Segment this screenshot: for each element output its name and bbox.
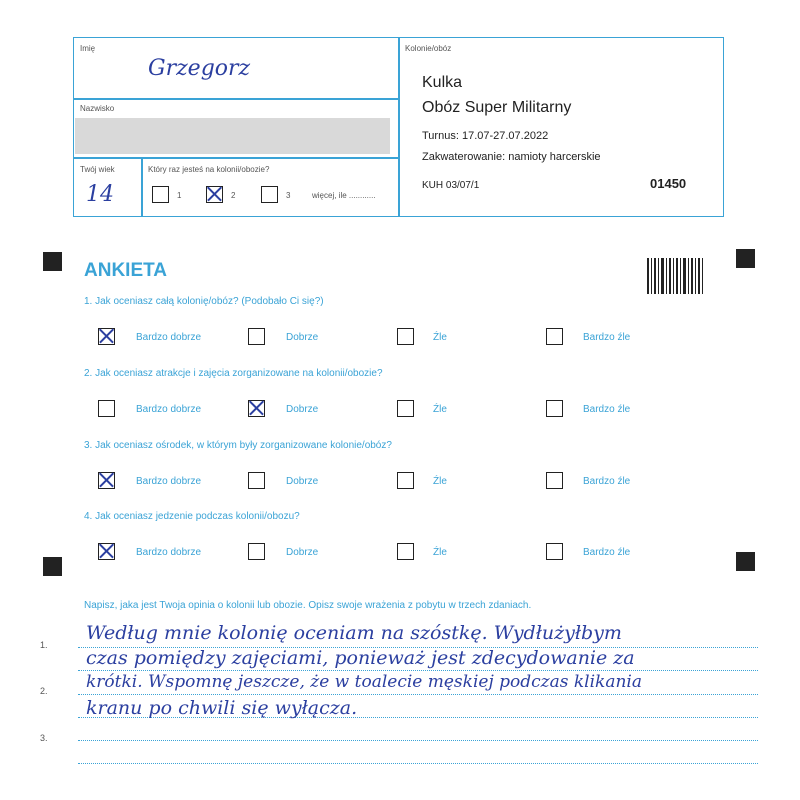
ktory-raz-label: Który raz jesteś na kolonii/obozie? <box>148 165 270 174</box>
count-checkbox-2[interactable] <box>206 186 223 203</box>
registration-mark-bottom-left <box>43 557 62 576</box>
question-text: 3. Jak oceniasz ośrodek, w którym były zorganizowane kolonie/obóz? <box>84 440 392 451</box>
answer-checkbox[interactable] <box>397 328 414 345</box>
question-text: 2. Jak oceniasz atrakcje i zajęcia zorganizowane na kolonii/obozie? <box>84 368 383 379</box>
answer-checkbox[interactable] <box>98 543 115 560</box>
answer-label: Bardzo dobrze <box>136 332 202 343</box>
answer-label: Dobrze <box>286 476 319 487</box>
answer-checkbox[interactable] <box>248 328 265 345</box>
answer-label: Źle <box>433 547 447 558</box>
opinion-prompt: Napisz, jaka jest Twoja opinia o kolonii lub obozie. Opisz swoje wrażenia z pobytu w trzech zdaniach. <box>84 600 532 611</box>
zakw-row <box>422 151 601 163</box>
question-text: 1. Jak oceniasz całą kolonię/obóz? (Podobało Ci się?) <box>84 296 324 307</box>
answer-label: Dobrze <box>286 547 319 558</box>
answer-checkbox[interactable] <box>98 400 115 417</box>
count-label-2: 2 <box>231 191 236 200</box>
answer-label: Bardzo dobrze <box>136 547 202 558</box>
question-text: 4. Jak oceniasz jedzenie podczas kolonii/obozu? <box>84 511 300 522</box>
count-checkbox-1[interactable] <box>152 186 169 203</box>
count-label-3: 3 <box>286 191 291 200</box>
answer-checkbox[interactable] <box>546 328 563 345</box>
opinion-line-2[interactable]: czas pomiędzy zajęciami, ponieważ jest zdecydowanie za <box>86 647 635 669</box>
opinion-line-1[interactable]: Według mnie kolonię oceniam na szóstkę. Wydłużyłbym <box>86 622 622 644</box>
camp-title: Obóz Super Militarny <box>422 99 572 116</box>
answer-checkbox[interactable] <box>546 472 563 489</box>
answer-label: Bardzo dobrze <box>136 476 202 487</box>
count-checkbox-3[interactable] <box>261 186 278 203</box>
answer-checkbox[interactable] <box>248 400 265 417</box>
answer-checkbox[interactable] <box>397 472 414 489</box>
answer-label: Dobrze <box>286 404 319 415</box>
dotted-line <box>78 670 758 671</box>
answer-checkbox[interactable] <box>98 472 115 489</box>
line-number-1: 1. <box>40 640 48 650</box>
line-number-2: 2. <box>40 686 48 696</box>
turnus-value: 17.07-27.07.2022 <box>461 130 549 142</box>
answer-label: Dobrze <box>286 332 319 343</box>
answer-checkbox[interactable] <box>397 543 414 560</box>
registration-mark-top-right <box>736 249 755 268</box>
imie-value[interactable]: Grzegorz <box>148 56 251 81</box>
wiek-value[interactable]: 14 <box>86 182 114 207</box>
camp-code: KUH 03/07/1 <box>422 180 480 191</box>
survey-title: ANKIETA <box>84 260 168 281</box>
answer-checkbox[interactable] <box>397 400 414 417</box>
wiek-label: Twój wiek <box>80 165 115 174</box>
dotted-line <box>78 740 758 741</box>
turnus-label: Turnus: <box>422 130 459 142</box>
dotted-line <box>78 694 758 695</box>
answer-label: Źle <box>433 332 447 343</box>
answer-checkbox[interactable] <box>546 543 563 560</box>
answer-label: Źle <box>433 476 447 487</box>
barcode-icon <box>647 258 703 294</box>
answer-label: Bardzo źle <box>583 332 631 343</box>
wiecej-label: więcej, ile ............ <box>312 191 376 200</box>
nazwisko-redacted <box>75 118 390 154</box>
camp-name: Kulka <box>422 74 463 91</box>
opinion-line-3[interactable]: krótki. Wspomnę jeszcze, że w toalecie męskiej podczas klikania <box>86 672 642 692</box>
answer-checkbox[interactable] <box>98 328 115 345</box>
answer-label: Bardzo dobrze <box>136 404 202 415</box>
line-number-3: 3. <box>40 733 48 743</box>
answer-label: Bardzo źle <box>583 547 631 558</box>
zakw-label: Zakwaterowanie: <box>422 151 506 163</box>
answer-label: Bardzo źle <box>583 404 631 415</box>
answer-checkbox[interactable] <box>248 472 265 489</box>
answer-checkbox[interactable] <box>546 400 563 417</box>
opinion-line-4[interactable]: kranu po chwili się wyłącza. <box>86 697 358 719</box>
nazwisko-label: Nazwisko <box>80 104 115 113</box>
imie-label: Imię <box>80 44 96 53</box>
zakw-value: namioty harcerskie <box>508 151 601 163</box>
dotted-line <box>78 763 758 764</box>
answer-checkbox[interactable] <box>248 543 265 560</box>
camp-number: 01450 <box>650 176 687 191</box>
answer-label: Źle <box>433 404 447 415</box>
turnus-row <box>422 130 548 142</box>
registration-mark-bottom-right <box>736 552 755 571</box>
divider-line <box>141 158 143 216</box>
divider-line <box>74 98 399 100</box>
count-label-1: 1 <box>177 191 182 200</box>
camp-label: Kolonie/obóz <box>405 44 452 53</box>
registration-mark-top-left <box>43 252 62 271</box>
answer-label: Bardzo źle <box>583 476 631 487</box>
divider-line <box>74 157 399 159</box>
